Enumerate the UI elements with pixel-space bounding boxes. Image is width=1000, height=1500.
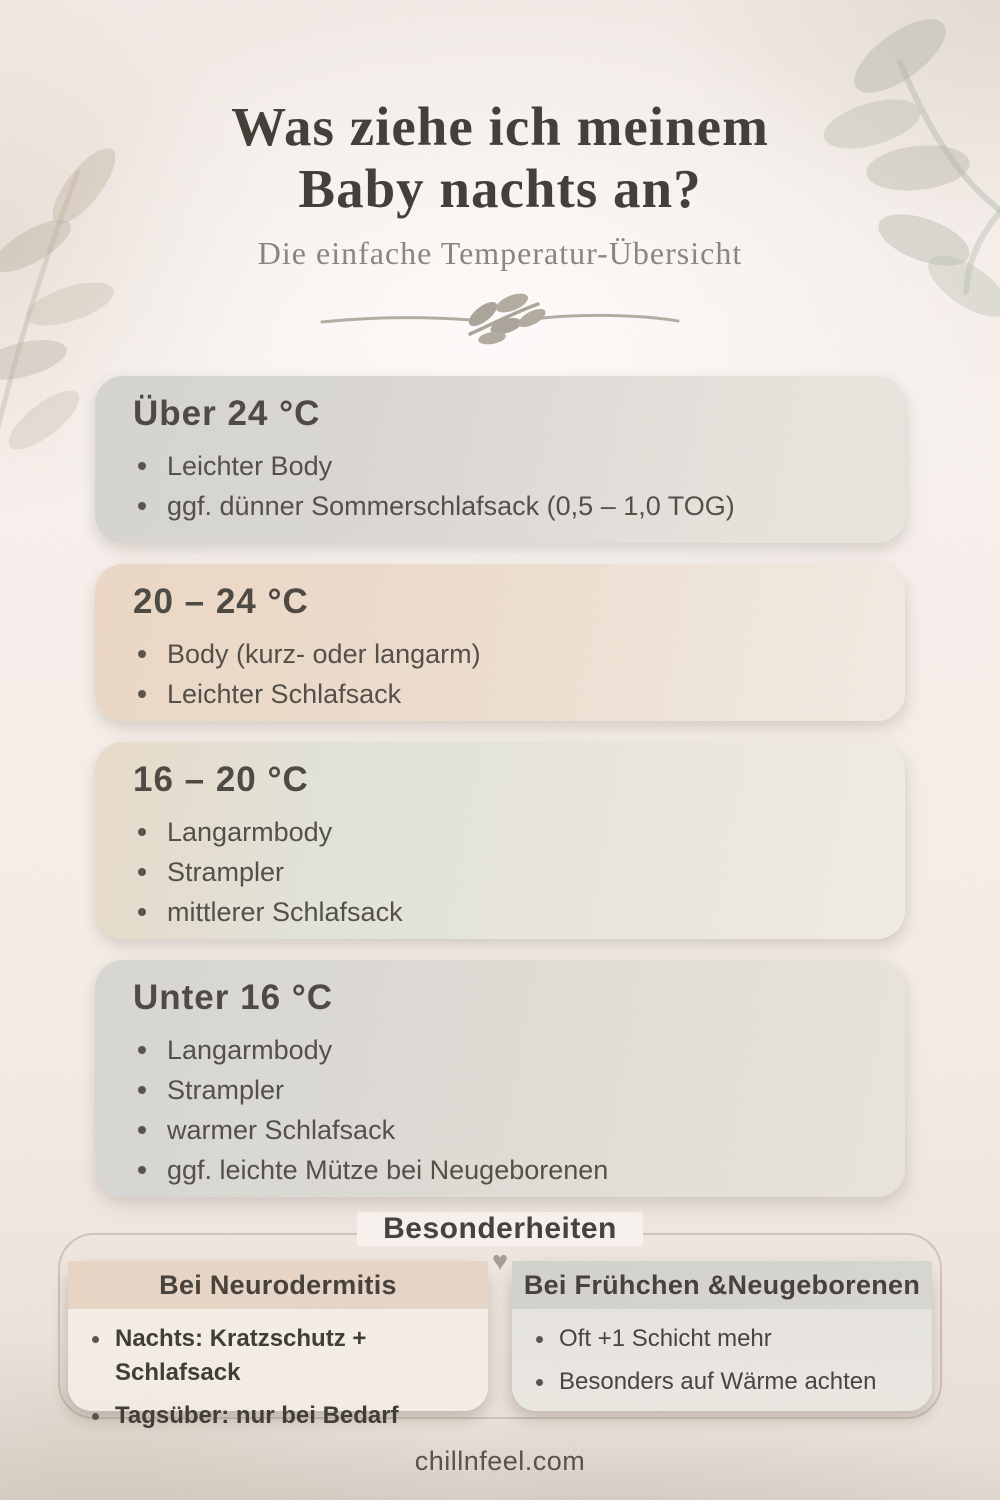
header bbox=[0, 96, 1000, 351]
bullet-dot bbox=[138, 650, 146, 658]
bullet-dot bbox=[138, 868, 146, 876]
bullet-dot bbox=[536, 1379, 543, 1386]
subcard-heading: Bei Neurodermitis bbox=[68, 1261, 488, 1309]
bullet-dot bbox=[138, 1086, 146, 1094]
card-heading: Über 24 °C bbox=[133, 394, 321, 433]
list-item bbox=[131, 674, 869, 714]
list-item-text: mittlerer Schlafsack bbox=[167, 897, 403, 927]
subcard-body bbox=[512, 1309, 932, 1399]
list-item-text: Body (kurz- oder langarm) bbox=[167, 639, 481, 669]
bullet-dot bbox=[138, 908, 146, 916]
list-item-text: Nachts: Kratzschutz + Schlafsack bbox=[115, 1325, 367, 1386]
subcard-body bbox=[68, 1309, 488, 1433]
heart-icon: ♥ bbox=[491, 1246, 509, 1276]
list-item bbox=[131, 634, 869, 674]
list-item-text: Leichter Body bbox=[167, 451, 333, 481]
card-neurodermitis bbox=[68, 1261, 488, 1429]
website-url: chillnfeel.com bbox=[414, 1446, 586, 1476]
special-section-title bbox=[0, 1212, 1000, 1246]
bullet-dot bbox=[138, 1046, 146, 1054]
bullet-dot bbox=[138, 502, 146, 510]
list-item bbox=[131, 1150, 869, 1190]
list-item bbox=[131, 852, 869, 892]
list-item bbox=[84, 1322, 474, 1390]
page-title-line1: Was ziehe ich meinem bbox=[231, 96, 769, 157]
list-item bbox=[131, 812, 869, 852]
list-item-text: Langarmbody bbox=[167, 1035, 333, 1065]
bullet-dot bbox=[92, 1336, 99, 1343]
bullet-dot bbox=[138, 1166, 146, 1174]
card-heading: 20 – 24 °C bbox=[133, 582, 309, 621]
list-item bbox=[84, 1399, 474, 1433]
card-20-24 bbox=[95, 564, 905, 721]
card-under-16 bbox=[95, 960, 905, 1197]
special-section-title-text: Besonderheiten bbox=[357, 1212, 643, 1246]
list-item-text: ggf. leichte Mütze bei Neugeborenen bbox=[167, 1155, 609, 1185]
card-16-20 bbox=[95, 742, 905, 939]
list-item bbox=[528, 1322, 918, 1356]
list-item bbox=[131, 1110, 869, 1150]
list-item-text: ggf. dünner Sommerschlafsack (0,5 – 1,0 TOG) bbox=[167, 491, 735, 521]
bullet-dot bbox=[138, 690, 146, 698]
subcard-heading: Bei Frühchen &Neugeborenen bbox=[512, 1261, 932, 1309]
list-item bbox=[528, 1365, 918, 1399]
bullet-dot bbox=[138, 828, 146, 836]
card-heading: 16 – 20 °C bbox=[133, 760, 309, 799]
list-item-text: Leichter Schlafsack bbox=[167, 679, 402, 709]
card-heading: Unter 16 °C bbox=[133, 978, 334, 1017]
list-item-text: Besonders auf Wärme achten bbox=[559, 1368, 877, 1395]
list-item-text: Langarmbody bbox=[167, 817, 333, 847]
bullet-dot bbox=[138, 1126, 146, 1134]
list-item bbox=[131, 892, 869, 932]
list-item bbox=[131, 1030, 869, 1070]
list-item-text: warmer Schlafsack bbox=[167, 1115, 396, 1145]
list-item-text: Tagsüber: nur bei Bedarf bbox=[115, 1402, 399, 1429]
page-title-line2: Baby nachts an? bbox=[298, 157, 702, 219]
page-subtitle: Die einfache Temperatur-Übersicht bbox=[257, 235, 743, 272]
bullet-dot bbox=[138, 462, 146, 470]
leaf-divider-ornament bbox=[320, 290, 680, 346]
card-fruehchen-neugeborene bbox=[512, 1261, 932, 1411]
list-item-text: Strampler bbox=[167, 1075, 285, 1105]
card-over-24 bbox=[95, 376, 905, 543]
bullet-dot bbox=[92, 1413, 99, 1420]
list-item bbox=[131, 486, 869, 526]
list-item-text: Oft +1 Schicht mehr bbox=[559, 1325, 772, 1352]
temperature-cards bbox=[95, 376, 905, 1197]
list-item-text: Strampler bbox=[167, 857, 285, 887]
page-title bbox=[0, 96, 1000, 219]
bullet-dot bbox=[536, 1336, 543, 1343]
list-item bbox=[131, 446, 869, 486]
list-item bbox=[131, 1070, 869, 1110]
